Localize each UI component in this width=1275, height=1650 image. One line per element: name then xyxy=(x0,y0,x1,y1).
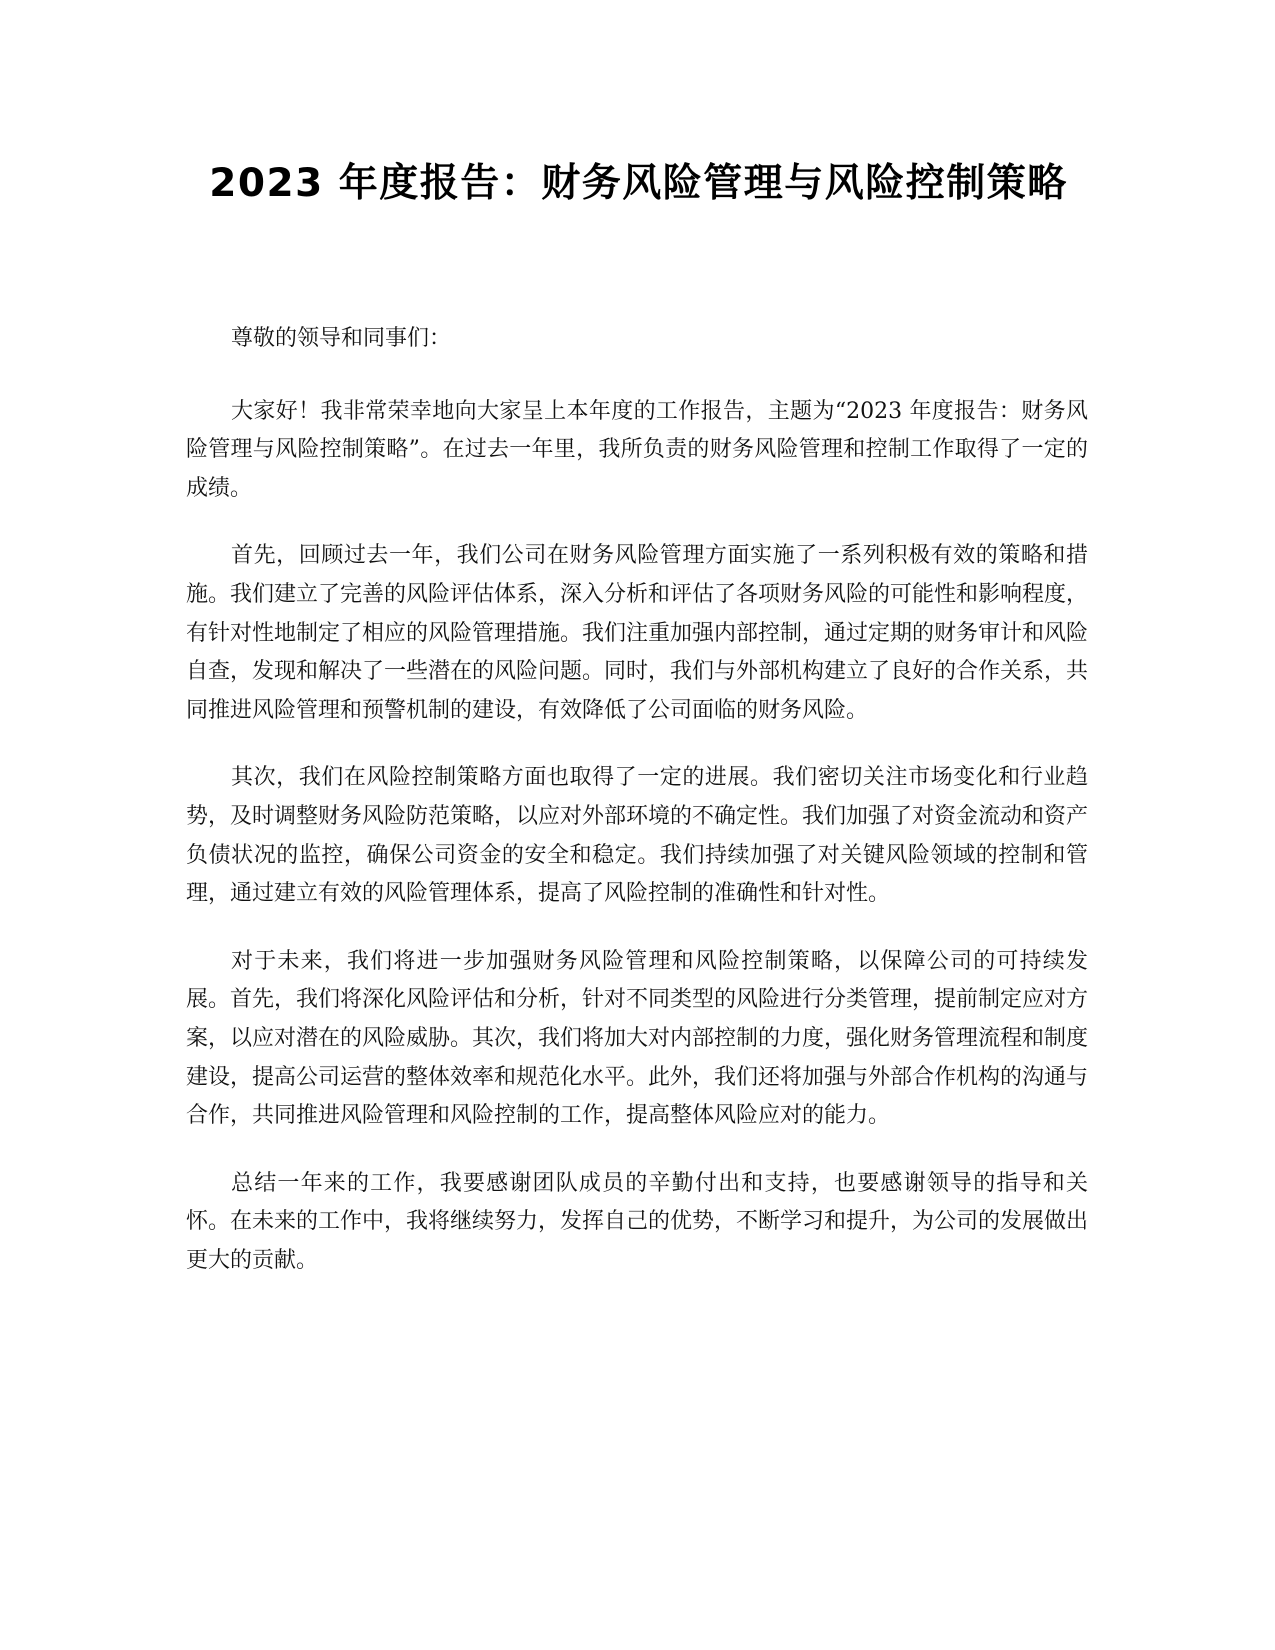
paragraph-progress: 其次，我们在风险控制策略方面也取得了一定的进展。我们密切关注市场变化和行业趋势，及时调整财务风险防范策略，以应对外部环境的不确定性。我们加强了对资金流动和资产负债状况的监控，确保公司资金的安全和稳定。我们持续加强了对关键风险领域的控制和管理，通过建立有效的风险管理体系，提高了风险控制的准确性和针对性。 xyxy=(186,765,1089,907)
paragraph-review: 首先，回顾过去一年，我们公司在财务风险管理方面实施了一系列积极有效的策略和措施。我们建立了完善的风险评估体系，深入分析和评估了各项财务风险的可能性和影响程度，有针对性地制定了相应的风险管理措施。我们注重加强内部控制，通过定期的财务审计和风险自查，发现和解决了一些潜在的风险问题。同时，我们与外部机构建立了良好的合作关系，共同推进风险管理和预警机制的建设，有效降低了公司面临的财务风险。 xyxy=(186,543,1089,723)
paragraph-conclusion: 总结一年来的工作，我要感谢团队成员的辛勤付出和支持，也要感谢领导的指导和关怀。在未来的工作中，我将继续努力，发挥自己的优势，不断学习和提升，为公司的发展做出更大的贡献。 xyxy=(186,1170,1089,1273)
document-body xyxy=(186,320,1088,1309)
paragraph-opening: 大家好！我非常荣幸地向大家呈上本年度的工作报告，主题为“2023 年度报告：财务风险管理与风险控制策略”。在过去一年里，我所负责的财务风险管理和控制工作取得了一定的成绩。 xyxy=(186,398,1088,501)
salutation: 尊敬的领导和同事们： xyxy=(231,326,452,351)
paragraph-future: 对于未来，我们将进一步加强财务风险管理和风险控制策略，以保障公司的可持续发展。首先，我们将深化风险评估和分析，针对不同类型的风险进行分类管理，提前制定应对方案，以应对潜在的风险威胁。其次，我们将加大对内部控制的力度，强化财务管理流程和制度建设，提高公司运营的整体效率和规范化水平。此外，我们还将加强与外部合作机构的沟通与合作，共同推进风险管理和风险控制的工作，提高整体风险应对的能力。 xyxy=(186,948,1089,1129)
document-title: 2023 年度报告：财务风险管理与风险控制策略 xyxy=(209,161,1068,206)
